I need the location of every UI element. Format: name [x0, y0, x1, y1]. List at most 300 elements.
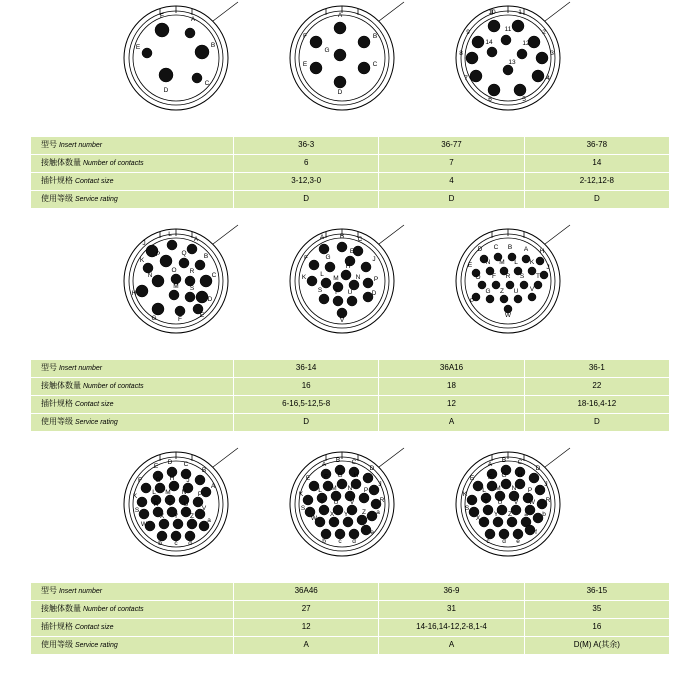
contact-F [310, 36, 322, 48]
contact-label-A: A [319, 234, 325, 241]
contact-label-N: N [347, 485, 353, 492]
spec-table [30, 359, 670, 432]
contact-label-2: 2 [542, 29, 546, 36]
contact-label-D: D [371, 290, 377, 297]
contact-label-T: T [334, 289, 338, 296]
table-row-insert-number: 型号 Insert number 36-14 36A16 36-1 [31, 360, 670, 378]
contact-V [528, 293, 536, 301]
contact-Z [187, 519, 197, 529]
contact-L [167, 240, 177, 250]
contact-F [141, 483, 151, 493]
contact-8 [466, 52, 478, 64]
contact-Y [493, 517, 503, 527]
contact-X [329, 517, 339, 527]
contact-A [187, 244, 197, 254]
cell-contact-size-2: 4 [379, 173, 524, 191]
contact-label-Z: Z [500, 288, 504, 295]
contact-label-T: T [536, 273, 540, 280]
table-row-service-rating: 使用等级 Service rating D D D [31, 191, 670, 209]
contact-X [159, 519, 169, 529]
contact-label-O: O [475, 274, 481, 281]
contact-label-L: L [514, 259, 518, 266]
contact-label-E: E [305, 475, 311, 482]
contact-label-G: G [151, 315, 157, 322]
contact-L [321, 278, 331, 288]
cell-insert-number-3: 36-15 [524, 583, 669, 601]
contact-label-N: N [355, 274, 361, 281]
cell-service-rating-1: D [234, 414, 379, 432]
contact-label-d: d [188, 540, 192, 547]
contact-label-R: R [379, 497, 385, 504]
connector-row [0, 223, 700, 353]
cell-contacts-2: 7 [379, 155, 524, 173]
contact-A [334, 22, 346, 34]
cell-contact-size-2: 12 [379, 396, 524, 414]
contact-label-N: N [511, 485, 517, 492]
contact-label-F: F [178, 316, 182, 323]
table-row-contacts: 接触体数量 Number of contacts 6 7 14 [31, 155, 670, 173]
contact-C [358, 62, 370, 74]
cell-insert-number-2: 36-77 [379, 137, 524, 155]
contact-M [169, 290, 179, 300]
contact-label-V: V [529, 286, 535, 293]
contact-label-C: C [183, 461, 189, 468]
table-row-contact-size: 插针规格 Contact size 3-12,3-0 4 2-12,12-8 [31, 173, 670, 191]
table-row-contacts: 接触体数量 Number of contacts 16 18 22 [31, 378, 670, 396]
contact-label-Y: Y [493, 511, 499, 518]
cell-insert-number-1: 36-14 [234, 360, 379, 378]
contact-7 [470, 70, 482, 82]
contact-label-E: E [153, 463, 159, 470]
contact-label-E: E [469, 475, 475, 482]
cell-contact-size-1: 3-12,3-0 [234, 173, 379, 191]
contact-T [534, 281, 542, 289]
connector-diagram-36A46 [114, 446, 254, 576]
contact-T [333, 296, 343, 306]
group-spacer [0, 432, 700, 446]
contact-label-D: D [477, 246, 483, 253]
cell-contacts-1: 16 [234, 378, 379, 396]
contact-label-M: M [495, 485, 501, 492]
spec-table [30, 136, 670, 209]
contact-label-J: J [186, 477, 190, 484]
cell-contact-size-3: 2-12,12-8 [524, 173, 669, 191]
contact-5 [514, 84, 526, 96]
contact-label-D: D [369, 465, 375, 472]
contact-label-F: F [138, 477, 142, 484]
contact-T [319, 505, 329, 515]
connector-diagram-36-3 [114, 0, 254, 130]
contact-label-D: D [167, 459, 173, 466]
contact-label-X: X [329, 511, 335, 518]
contact-label-R: R [153, 501, 159, 508]
contact-U [497, 505, 507, 515]
contact-label-G: G [324, 47, 330, 54]
contact-label-C: C [351, 459, 357, 466]
contact-A [185, 28, 195, 38]
contact-label-D: D [337, 89, 343, 96]
contact-label-P: P [363, 487, 369, 494]
contact-G [155, 483, 165, 493]
contact-label-L: L [318, 487, 322, 494]
contact-label-a: a [207, 517, 211, 524]
contact-label-K: K [139, 257, 145, 264]
contact-label-N: N [485, 259, 491, 266]
contact-label-A: A [210, 483, 216, 490]
contact-label-B: B [210, 42, 216, 49]
contact-label-V: V [513, 499, 519, 506]
contact-K [137, 497, 147, 507]
contact-label-W: W [140, 521, 148, 528]
contact-Z [357, 515, 367, 525]
contact-label-U: U [497, 499, 503, 506]
contact-label-e: e [516, 538, 520, 545]
contact-label-P: P [469, 298, 475, 305]
contact-label-12: 12 [522, 40, 530, 47]
contact-N [152, 275, 164, 287]
contact-label-a: a [524, 511, 528, 518]
cell-contacts-2: 18 [379, 378, 524, 396]
contact-D [334, 76, 346, 88]
contact-label-B: B [339, 233, 345, 240]
contact-label-H: H [539, 248, 545, 255]
contact-K [467, 495, 477, 505]
cell-contact-size-3: 18-16,4-12 [524, 396, 669, 414]
contact-label-A: A [487, 461, 493, 468]
contact-B [337, 242, 347, 252]
contact-P [160, 255, 172, 267]
contact-14 [487, 47, 497, 57]
contact-3 [536, 52, 548, 64]
contact-label-G: G [501, 472, 507, 479]
cell-service-rating-3: D [524, 414, 669, 432]
contact-label-P: P [373, 276, 379, 283]
cell-contact-size-3: 16 [524, 619, 669, 637]
contact-label-S: S [134, 507, 140, 514]
contact-D [529, 473, 539, 483]
contact-label-F: F [160, 13, 164, 20]
contact-label-C: C [372, 61, 378, 68]
contact-label-M: M [333, 275, 339, 282]
table-row-contact-size: 插针规格 Contact size 12 14-16,14-12,2-8,1-4 16 [31, 619, 670, 637]
contact-label-H: H [345, 263, 351, 270]
cell-contacts-3: 35 [524, 601, 669, 619]
contact-2 [528, 36, 540, 48]
contact-label-G: G [337, 472, 343, 479]
group-spacer [0, 209, 700, 223]
contact-label-A: A [193, 236, 199, 243]
contact-label-J: J [142, 240, 146, 247]
contact-F [155, 23, 169, 37]
spec-table-wrap [0, 582, 700, 655]
contact-label-8: 8 [459, 50, 463, 57]
contact-B [195, 475, 205, 485]
contact-label-M: M [173, 283, 179, 290]
cell-service-rating-3: D(M) A(其余) [524, 637, 669, 655]
contact-label-B: B [201, 467, 207, 474]
contact-label-U: U [347, 289, 353, 296]
contact-label-Y: Y [173, 513, 179, 520]
contact-label-X: X [159, 513, 165, 520]
contact-4 [532, 70, 544, 82]
contact-label-F: F [492, 273, 496, 280]
contact-label-Y: Y [343, 511, 349, 518]
contact-label-1: 1 [518, 9, 522, 16]
contact-label-U: U [333, 499, 339, 506]
contact-label-d: d [352, 538, 356, 545]
contact-label-a: a [376, 509, 380, 516]
cell-contacts-3: 22 [524, 378, 669, 396]
contact-H [536, 257, 544, 265]
contact-label-E: E [135, 44, 141, 51]
table-row-service-rating: 使用等级 Service rating D A D [31, 414, 670, 432]
contact-T [483, 505, 493, 515]
table-row-contact-size: 插针规格 Contact size 6-16,5-12,5-8 12 18-16,4-12 [31, 396, 670, 414]
contact-label-c: c [486, 538, 490, 545]
contact-label-V: V [201, 505, 207, 512]
contact-label-b: b [158, 540, 162, 547]
contact-label-J: J [372, 256, 376, 263]
connector-group [0, 446, 700, 655]
connector-diagram-36-78 [446, 0, 586, 130]
connector-group [0, 0, 700, 209]
contact-label-S: S [317, 287, 323, 294]
contact-label-10: 10 [488, 9, 496, 16]
contact-G [334, 49, 346, 61]
contact-label-R: R [505, 273, 511, 280]
contact-label-W: W [310, 515, 318, 522]
contact-9 [472, 36, 484, 48]
cell-contacts-1: 6 [234, 155, 379, 173]
contact-label-Z: Z [362, 509, 366, 516]
contact-label-F: F [303, 33, 307, 40]
contact-S [520, 281, 528, 289]
contact-H [341, 270, 351, 280]
contact-label-U: U [183, 501, 189, 508]
contact-label-T: T [320, 499, 324, 506]
contact-label-B: B [507, 244, 513, 251]
connector-diagram-36-9 [280, 446, 420, 576]
contact-G [501, 479, 511, 489]
table-row-insert-number: 型号 Insert number 36-3 36-77 36-78 [31, 137, 670, 155]
cell-contacts-2: 31 [379, 601, 524, 619]
contact-label-A: A [321, 461, 327, 468]
contact-label-3: 3 [550, 50, 554, 57]
contact-label-N: N [181, 489, 187, 496]
contact-S [139, 509, 149, 519]
contact-label-V: V [349, 499, 355, 506]
contact-label-7: 7 [464, 75, 468, 82]
contact-label-S: S [189, 285, 195, 292]
contact-U [514, 295, 522, 303]
contact-label-W: W [504, 312, 512, 319]
contact-6 [488, 84, 500, 96]
contact-label-e: e [370, 529, 374, 536]
cell-insert-number-3: 36-1 [524, 360, 669, 378]
contact-label-L: L [482, 487, 486, 494]
contact-U [347, 296, 357, 306]
contact-f [525, 525, 535, 535]
contact-label-C: C [493, 244, 499, 251]
cell-insert-number-3: 36-78 [524, 137, 669, 155]
contact-label-J: J [544, 481, 548, 488]
cell-contact-size-1: 12 [234, 619, 379, 637]
contact-label-L: L [152, 489, 156, 496]
table-row-service-rating: 使用等级 Service rating A A D(M) A(其余) [31, 637, 670, 655]
contact-label-Z: Z [508, 511, 512, 518]
contact-label-M: M [499, 259, 505, 266]
contact-label-B: B [335, 457, 341, 464]
contact-label-K: K [132, 493, 138, 500]
contact-label-A: A [337, 12, 343, 19]
contact-label-B: B [372, 33, 378, 40]
contact-A [319, 244, 329, 254]
contact-label-G: G [155, 477, 161, 484]
cell-service-rating-2: D [379, 191, 524, 209]
connector-row [0, 446, 700, 576]
contact-label-M: M [331, 485, 337, 492]
contact-label-d: d [502, 538, 506, 545]
contact-K [528, 267, 536, 275]
contact-D [363, 473, 373, 483]
contact-label-N: N [147, 272, 153, 279]
contact-X [479, 517, 489, 527]
contact-label-C: C [204, 80, 210, 87]
contact-F [309, 260, 319, 270]
contact-label-D: D [163, 87, 169, 94]
contact-label-Z: Z [190, 513, 194, 520]
spec-table-wrap [0, 359, 700, 432]
cell-contacts-1: 27 [234, 601, 379, 619]
connector-row [0, 0, 700, 130]
cell-insert-number-1: 36A46 [234, 583, 379, 601]
cell-contact-size-1: 6-16,5-12,5-8 [234, 396, 379, 414]
contact-label-H: H [169, 475, 175, 482]
table-row-insert-number: 型号 Insert number 36A46 36-9 36-15 [31, 583, 670, 601]
contact-label-G: G [485, 288, 491, 295]
contact-label-C: C [357, 236, 363, 243]
contact-F [492, 281, 500, 289]
contact-A [201, 487, 211, 497]
cell-insert-number-2: 36-9 [379, 583, 524, 601]
contact-label-G: G [325, 254, 331, 261]
contact-B [195, 45, 209, 59]
contact-H [515, 479, 525, 489]
contact-label-S: S [300, 505, 306, 512]
contact-D [159, 68, 173, 82]
contact-label-c: c [174, 540, 178, 547]
contact-label-S: S [464, 505, 470, 512]
contact-label-C: C [517, 459, 523, 466]
connector-diagram-36-14 [114, 223, 254, 353]
contact-label-X: X [475, 515, 481, 522]
contact-label-T: T [168, 501, 172, 508]
cell-service-rating-2: A [379, 414, 524, 432]
contact-label-14: 14 [485, 39, 493, 46]
contact-label-H: H [131, 290, 137, 297]
contact-label-A: A [523, 246, 529, 253]
contact-Z [500, 295, 508, 303]
contact-label-E: E [467, 262, 473, 269]
connector-diagram-36-1 [446, 223, 586, 353]
contact-label-11: 11 [504, 26, 512, 33]
contact-label-P: P [527, 487, 533, 494]
contact-label-K: K [298, 491, 304, 498]
connector-diagram-36A16 [280, 223, 420, 353]
contact-K [307, 276, 317, 286]
contact-G [152, 303, 164, 315]
cell-service-rating-3: D [524, 191, 669, 209]
contact-label-F: F [304, 255, 308, 262]
contact-label-K: K [462, 491, 468, 498]
spec-table [30, 582, 670, 655]
contact-label-D: D [535, 465, 541, 472]
contact-Q [179, 258, 189, 268]
contact-label-O: O [171, 267, 177, 274]
contact-label-B: B [203, 253, 209, 260]
contact-label-f: f [535, 529, 537, 536]
contact-10 [488, 20, 500, 32]
contact-label-J: J [378, 481, 382, 488]
cell-service-rating-2: A [379, 637, 524, 655]
contact-label-E: E [349, 248, 355, 255]
contact-C [200, 275, 212, 287]
contact-Y [173, 519, 183, 529]
contact-H [351, 479, 361, 489]
contact-label-V: V [339, 317, 345, 324]
contact-label-b: b [322, 538, 326, 545]
contact-label-D: D [207, 296, 213, 303]
contact-label-U: U [513, 288, 519, 295]
cell-insert-number-2: 36A16 [379, 360, 524, 378]
contact-B [358, 36, 370, 48]
contact-D [196, 291, 208, 303]
contact-label-C: C [211, 272, 217, 279]
contact-G [486, 295, 494, 303]
contact-G [325, 262, 335, 272]
contact-label-4: 4 [546, 75, 550, 82]
contact-label-R: R [189, 268, 195, 275]
spec-table-wrap [0, 136, 700, 209]
contact-label-6: 6 [488, 96, 492, 103]
cell-service-rating-1: A [234, 637, 379, 655]
contact-B [195, 260, 205, 270]
contact-G [337, 479, 347, 489]
contact-J [540, 271, 548, 279]
contact-C [353, 246, 363, 256]
contact-label-B: B [501, 457, 507, 464]
contact-1 [512, 20, 524, 32]
contact-Z [507, 517, 517, 527]
contact-E [310, 62, 322, 74]
contact-label-P: P [155, 251, 161, 258]
contact-label-S: S [519, 273, 525, 280]
contact-S [319, 294, 329, 304]
contact-label-M: M [165, 489, 171, 496]
contact-label-c: c [338, 538, 342, 545]
connector-diagram-36-77 [280, 0, 420, 130]
contact-label-W: W [528, 499, 536, 506]
contact-E [142, 48, 152, 58]
contact-U [333, 505, 343, 515]
contact-C [192, 73, 202, 83]
contact-F [175, 306, 185, 316]
cell-service-rating-1: D [234, 191, 379, 209]
contact-label-F: F [488, 474, 492, 481]
contact-label-L: L [320, 271, 324, 278]
contact-label-K: K [529, 259, 535, 266]
contact-label-A: A [190, 16, 196, 23]
